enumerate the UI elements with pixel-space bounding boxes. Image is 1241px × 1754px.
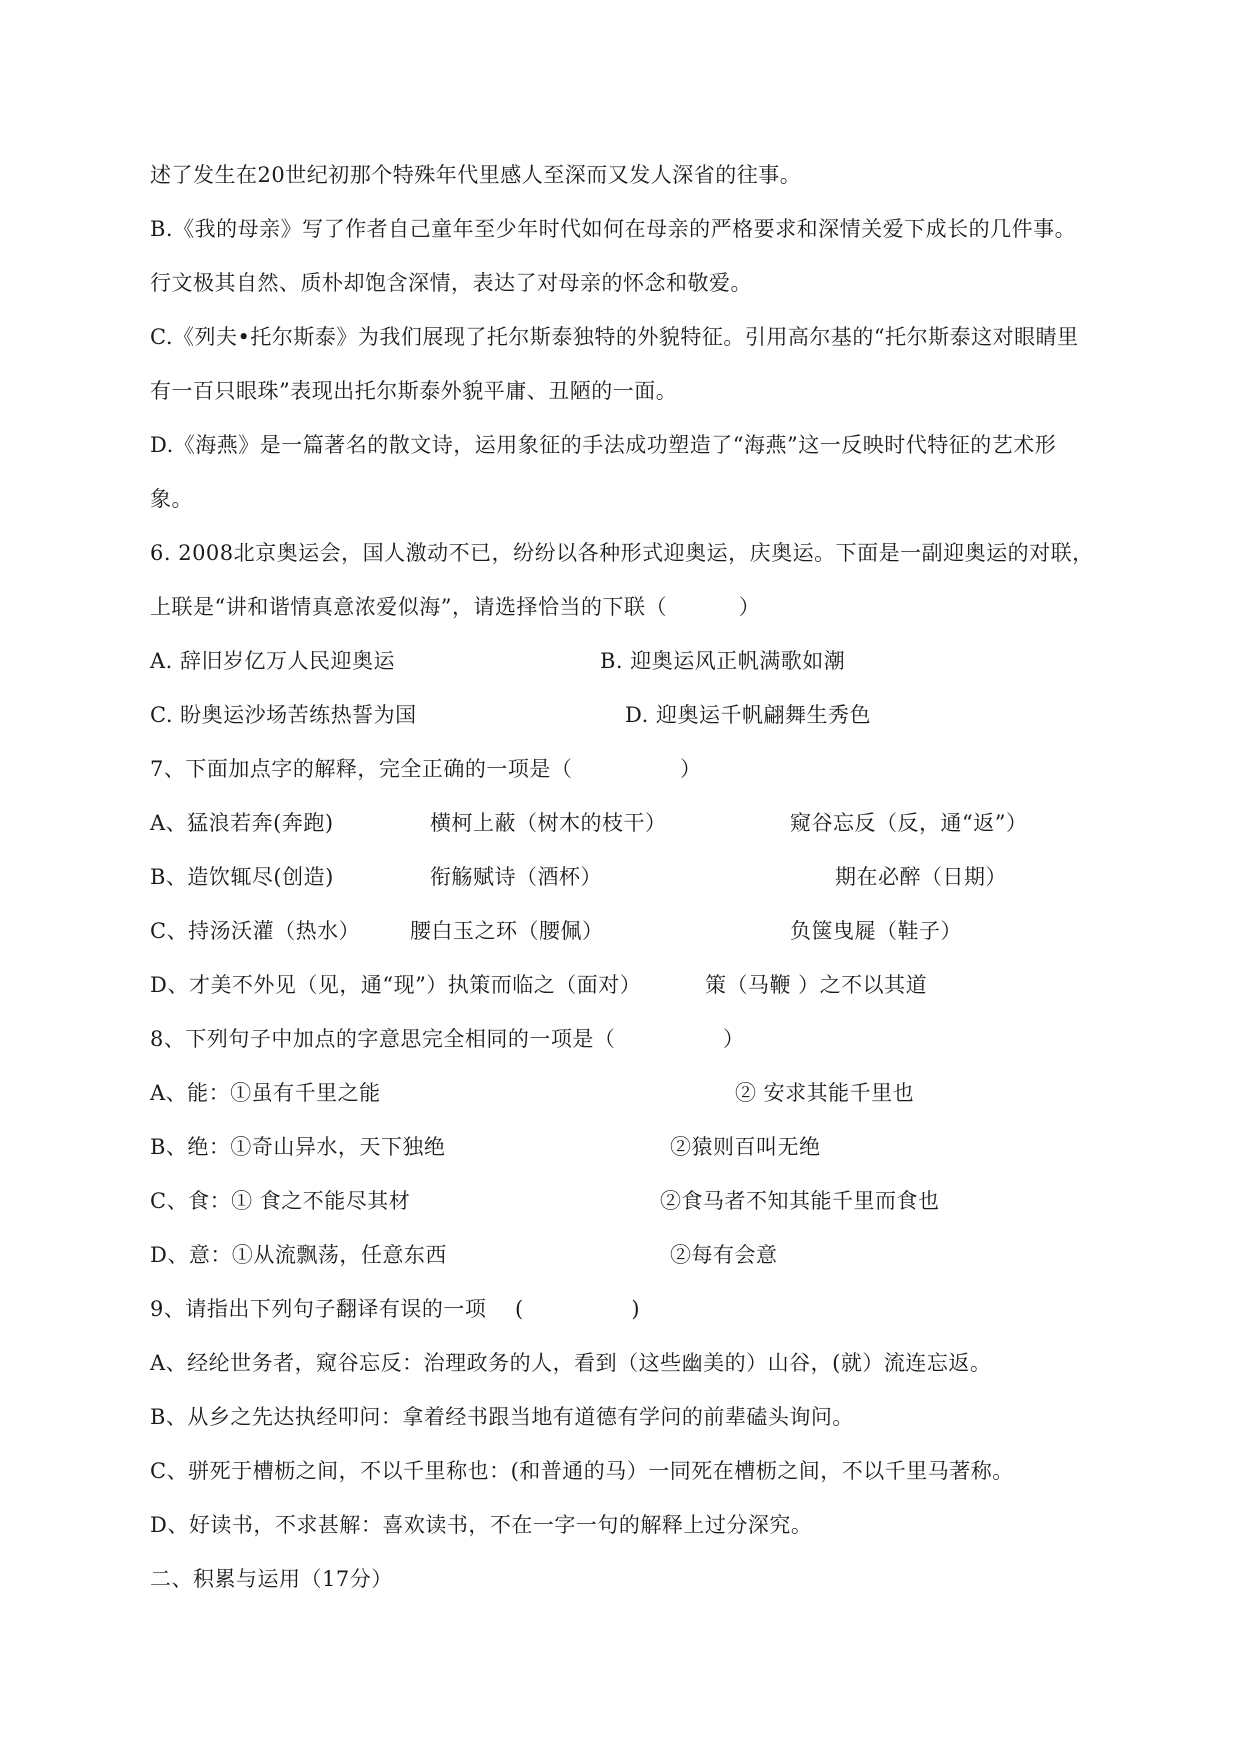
q5-option-d-line1: D.《海燕》是一篇著名的散文诗，运用象征的手法成功塑造了“海燕”这一反映时代特征的艺术形 — [150, 433, 1057, 457]
q9-option-a: A、经纶世务者，窥谷忘反：治理政务的人，看到（这些幽美的）山谷，(就）流连忘返。 — [150, 1351, 992, 1375]
q7-b-item1: B、造饮辄尽(创造) — [150, 865, 334, 889]
q9-option-b: B、从乡之先达执经叩问：拿着经书跟当地有道德有学问的前辈磕头询问。 — [150, 1405, 854, 1429]
q5-option-b-line2: 行文极其自然、质朴却饱含深情，表达了对母亲的怀念和敬爱。 — [150, 271, 752, 295]
q7-c-item1: C、持汤沃灌（热水） — [150, 919, 361, 943]
q5-option-b-line1: B.《我的母亲》写了作者自己童年至少年时代如何在母亲的严格要求和深情关爱下成长的几件事。 — [150, 217, 1077, 241]
q7-b-item3: 期在必醉（日期） — [835, 865, 1007, 889]
q6-stem-line2: 上联是“讲和谐情真意浓爱似海”，请选择恰当的下联（ ） — [150, 595, 761, 619]
q8-d-item2: ②每有会意 — [670, 1243, 778, 1267]
q7-c-item2: 腰白玉之环（腰佩） — [410, 919, 604, 943]
q6-option-b: B. 迎奥运风正帆满歌如潮 — [600, 649, 846, 673]
q8-c-item2: ②食马者不知其能千里而食也 — [660, 1189, 940, 1213]
q8-b-item1: B、绝：①奇山异水，天下独绝 — [150, 1135, 446, 1159]
q8-stem: 8、下列句子中加点的字意思完全相同的一项是（ ） — [150, 1027, 745, 1051]
q8-a-item2: ② 安求其能千里也 — [735, 1081, 915, 1105]
q5-option-a-tail: 述了发生在20世纪初那个特殊年代里感人至深而又发人深省的往事。 — [150, 163, 802, 187]
q7-d-item2: 策（马鞭 ）之不以其道 — [705, 973, 928, 997]
q8-b-item2: ②猿则百叫无绝 — [670, 1135, 821, 1159]
q9-option-d: D、好读书，不求甚解：喜欢读书，不在一字一句的解释上过分深究。 — [150, 1513, 813, 1537]
q7-d-item1: D、才美不外见（见，通“现”）执策而临之（面对） — [150, 973, 642, 997]
q6-stem-line1: 6. 2008北京奥运会，国人激动不已，纷纷以各种形式迎奥运，庆奥运。下面是一副迎奥运的对联， — [150, 541, 1094, 565]
section-2-title: 二、积累与运用（17分） — [150, 1567, 393, 1591]
q6-option-c: C. 盼奥运沙场苦练热誓为国 — [150, 703, 417, 727]
q8-d-item1: D、意：①从流飘荡，任意东西 — [150, 1243, 447, 1267]
q8-c-item1: C、食：① 食之不能尽其材 — [150, 1189, 411, 1213]
q6-option-a: A. 辞旧岁亿万人民迎奥运 — [150, 649, 396, 673]
q5-option-c-line2: 有一百只眼珠”表现出托尔斯泰外貌平庸、丑陋的一面。 — [150, 379, 678, 403]
q7-stem: 7、下面加点字的解释，完全正确的一项是（ ） — [150, 757, 702, 781]
q7-b-item2: 衔觞赋诗（酒杯） — [430, 865, 602, 889]
q8-a-item1: A、能：①虽有千里之能 — [150, 1081, 381, 1105]
q7-a-item2: 横柯上蔽（树木的枝干） — [430, 811, 667, 835]
q6-option-d: D. 迎奥运千帆翩舞生秀色 — [625, 703, 871, 727]
q7-a-item3: 窥谷忘反（反，通“返”） — [790, 811, 1028, 835]
q5-option-d-line2: 象。 — [150, 487, 193, 511]
q7-c-item3: 负箧曳屣（鞋子） — [790, 919, 962, 943]
q5-option-c-line1: C.《列夫•托尔斯泰》为我们展现了托尔斯泰独特的外貌特征。引用高尔基的“托尔斯泰这对眼睛里 — [150, 325, 1079, 349]
q9-option-c: C、骈死于槽枥之间，不以千里称也：(和普通的马）一同死在槽枥之间，不以千里马著称。 — [150, 1459, 1014, 1483]
q7-a-item1: A、猛浪若奔(奔跑) — [150, 811, 334, 835]
q9-stem: 9、请指出下列句子翻译有误的一项 ( ) — [150, 1297, 641, 1321]
